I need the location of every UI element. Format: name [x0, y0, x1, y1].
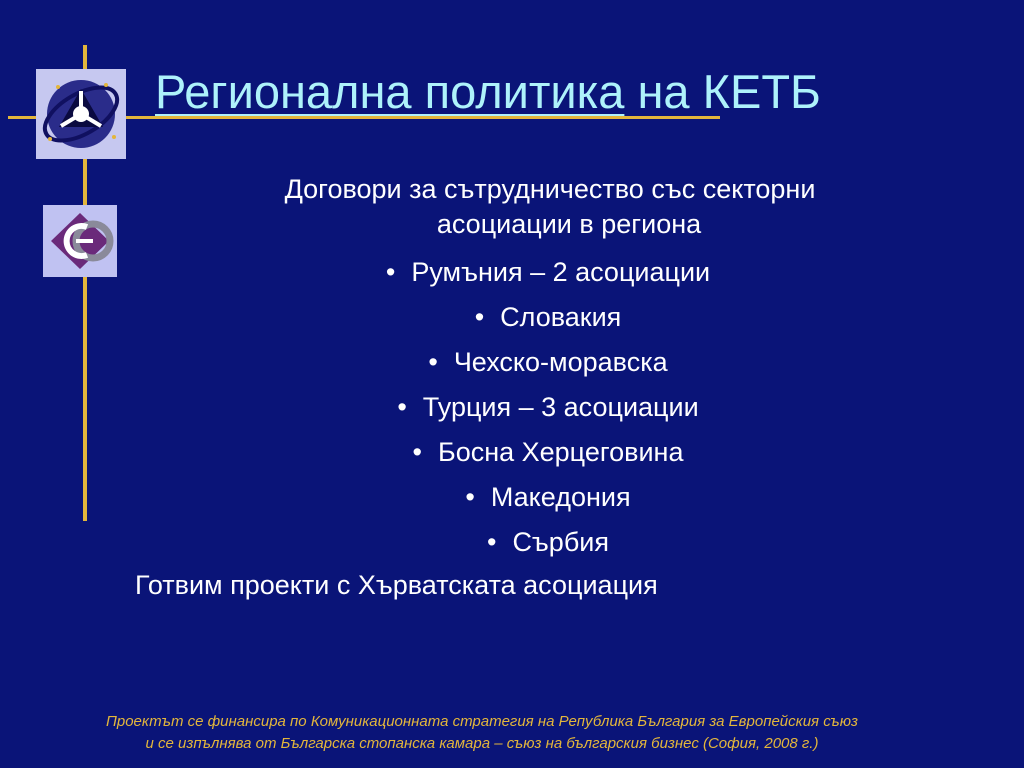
- bullet-icon: •: [465, 482, 475, 512]
- list-item: [0, 250, 1024, 295]
- emblem-logo: [36, 69, 126, 159]
- list-item-text: Румъния – 2 асоциации: [411, 257, 711, 287]
- list-item: [0, 295, 1024, 340]
- bullet-icon: •: [474, 302, 485, 332]
- bullet-icon: •: [428, 347, 438, 377]
- intro-line-1: Договори за сътрудничество със секторни: [284, 174, 816, 204]
- footer-disclaimer: [0, 711, 964, 755]
- intro-line-2: асоциации в региона: [436, 209, 702, 239]
- list-item: [0, 475, 1024, 520]
- slide-title: [155, 64, 821, 119]
- list-item-text: Словакия: [500, 302, 622, 332]
- bullet-icon: •: [385, 257, 396, 287]
- closing-note: Готвим проекти с Хърватската асоциация: [135, 570, 658, 600]
- intro-text: [180, 172, 920, 242]
- list-item-text: Македония: [490, 482, 631, 512]
- list-item: [0, 385, 1024, 430]
- footer-line-1: Проектът се финансира по Комуникационната стратегия на Република България за Европейския съюз: [106, 713, 858, 730]
- country-bullet-list: [0, 250, 1024, 565]
- footer-line-2: и се изпълнява от Българска стопанска камара – съюз на българския бизнес (София, 2008 г.): [145, 735, 819, 752]
- title-underlined-part: Регионална политика: [155, 65, 625, 118]
- list-item: [0, 340, 1024, 385]
- bullet-icon: •: [412, 437, 422, 467]
- bullet-icon: •: [397, 392, 407, 422]
- list-item-text: Сърбия: [512, 527, 609, 557]
- list-item: [0, 430, 1024, 475]
- list-item-text: Турция – 3 асоциации: [422, 392, 699, 422]
- list-item-text: Босна Херцеговина: [437, 437, 684, 467]
- list-item-text: Чехско-моравска: [453, 347, 668, 377]
- bullet-icon: •: [486, 527, 497, 557]
- title-rest-part: на КЕТБ: [624, 65, 821, 118]
- list-item: [0, 520, 1024, 565]
